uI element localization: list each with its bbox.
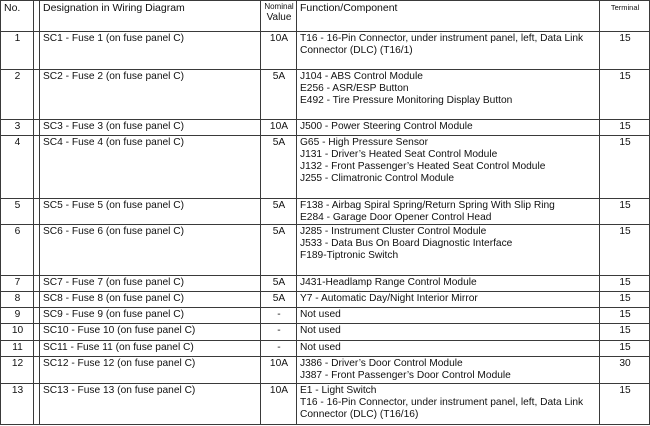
fuse-nominal-value: 5A xyxy=(261,70,297,120)
fuse-nominal-value: 5A xyxy=(261,225,297,276)
fuse-number: 11 xyxy=(1,341,34,357)
header-value-line1: Nominal xyxy=(264,2,294,11)
fuse-table-body xyxy=(1,32,650,425)
function-line: J104 - ABS Control Module xyxy=(300,71,423,82)
fuse-function xyxy=(297,225,600,276)
fuse-nominal-value: 5A xyxy=(261,292,297,308)
function-line: J386 - Driver’s Door Control Module xyxy=(300,358,463,369)
fuse-nominal-value: - xyxy=(261,341,297,357)
fuse-designation: SC1 - Fuse 1 (on fuse panel C) xyxy=(40,32,261,70)
fuse-number: 13 xyxy=(1,384,34,425)
header-nominal-value xyxy=(261,1,297,32)
fuse-designation: SC8 - Fuse 8 (on fuse panel C) xyxy=(40,292,261,308)
function-line: Connector (DLC) (T16/16) xyxy=(300,409,419,420)
header-row xyxy=(1,1,650,32)
fuse-function xyxy=(297,120,600,136)
fuse-number: 12 xyxy=(1,357,34,384)
fuse-nominal-value: 10A xyxy=(261,120,297,136)
fuse-terminal: 15 xyxy=(600,324,650,341)
fuse-function xyxy=(297,324,600,341)
fuse-function xyxy=(297,276,600,292)
table-row xyxy=(1,120,650,136)
header-value-line2: Value xyxy=(266,12,292,23)
function-line: Not used xyxy=(300,342,341,353)
fuse-designation: SC4 - Fuse 4 (on fuse panel C) xyxy=(40,136,261,199)
table-row xyxy=(1,324,650,341)
fuse-designation: SC5 - Fuse 5 (on fuse panel C) xyxy=(40,199,261,225)
fuse-terminal: 15 xyxy=(600,32,650,70)
fuse-designation: SC13 - Fuse 13 (on fuse panel C) xyxy=(40,384,261,425)
function-line: T16 - 16-Pin Connector, under instrument panel, left, Data Link xyxy=(300,397,584,408)
function-line: J131 - Driver’s Heated Seat Control Module xyxy=(300,149,498,160)
header-designation: Designation in Wiring Diagram xyxy=(40,1,261,32)
function-line: T16 - 16-Pin Connector, under instrument panel, left, Data Link xyxy=(300,33,584,44)
fuse-terminal: 15 xyxy=(600,70,650,120)
function-line: Not used xyxy=(300,309,341,320)
table-row xyxy=(1,292,650,308)
fuse-function xyxy=(297,199,600,225)
fuse-terminal: 15 xyxy=(600,120,650,136)
table-row xyxy=(1,32,650,70)
fuse-terminal: 15 xyxy=(600,225,650,276)
fuse-designation: SC7 - Fuse 7 (on fuse panel C) xyxy=(40,276,261,292)
fuse-number: 2 xyxy=(1,70,34,120)
fuse-designation: SC10 - Fuse 10 (on fuse panel C) xyxy=(40,324,261,341)
table-row xyxy=(1,384,650,425)
fuse-terminal: 15 xyxy=(600,292,650,308)
function-line: F138 - Airbag Spiral Spring/Return Spring With Slip Ring xyxy=(300,200,555,211)
function-line: J255 - Climatronic Control Module xyxy=(300,173,455,184)
function-line: E284 - Garage Door Opener Control Head xyxy=(300,212,492,223)
fuse-designation: SC3 - Fuse 3 (on fuse panel C) xyxy=(40,120,261,136)
fuse-function xyxy=(297,341,600,357)
fuse-function xyxy=(297,70,600,120)
fuse-terminal: 30 xyxy=(600,357,650,384)
function-line: E492 - Tire Pressure Monitoring Display Button xyxy=(300,95,513,106)
function-line: J387 - Front Passenger’s Door Control Module xyxy=(300,370,511,381)
fuse-terminal: 15 xyxy=(600,136,650,199)
fuse-function xyxy=(297,357,600,384)
fuse-number: 5 xyxy=(1,199,34,225)
fuse-function xyxy=(297,292,600,308)
fuse-number: 9 xyxy=(1,308,34,324)
header-no: No. xyxy=(1,1,34,32)
fuse-nominal-value: - xyxy=(261,324,297,341)
function-line: J533 - Data Bus On Board Diagnostic Interface xyxy=(300,238,513,249)
fuse-terminal: 15 xyxy=(600,341,650,357)
fuse-number: 6 xyxy=(1,225,34,276)
function-line: Connector (DLC) (T16/1) xyxy=(300,45,413,56)
fuse-terminal: 15 xyxy=(600,276,650,292)
header-function: Function/Component xyxy=(297,1,600,32)
fuse-nominal-value: 5A xyxy=(261,136,297,199)
fuse-function xyxy=(297,384,600,425)
fuse-nominal-value: 5A xyxy=(261,276,297,292)
table-row xyxy=(1,357,650,384)
fuse-number: 8 xyxy=(1,292,34,308)
header-terminal: Terminal xyxy=(600,1,650,32)
table-row xyxy=(1,225,650,276)
table-row xyxy=(1,308,650,324)
fuse-designation: SC9 - Fuse 9 (on fuse panel C) xyxy=(40,308,261,324)
fuse-number: 3 xyxy=(1,120,34,136)
fuse-terminal: 15 xyxy=(600,199,650,225)
function-line: E1 - Light Switch xyxy=(300,385,377,396)
fuse-function xyxy=(297,32,600,70)
fuse-function xyxy=(297,136,600,199)
fuse-number: 1 xyxy=(1,32,34,70)
function-line: G65 - High Pressure Sensor xyxy=(300,137,428,148)
function-line: Y7 - Automatic Day/Night Interior Mirror xyxy=(300,293,478,304)
table-row xyxy=(1,70,650,120)
function-line: J285 - Instrument Cluster Control Module xyxy=(300,226,487,237)
function-line: J132 - Front Passenger’s Heated Seat Control Module xyxy=(300,161,546,172)
fuse-designation: SC11 - Fuse 11 (on fuse panel C) xyxy=(40,341,261,357)
fuse-number: 10 xyxy=(1,324,34,341)
function-line: J500 - Power Steering Control Module xyxy=(300,121,473,132)
table-row xyxy=(1,199,650,225)
fuse-designation: SC12 - Fuse 12 (on fuse panel C) xyxy=(40,357,261,384)
fuse-designation: SC6 - Fuse 6 (on fuse panel C) xyxy=(40,225,261,276)
fuse-number: 4 xyxy=(1,136,34,199)
function-line: J431-Headlamp Range Control Module xyxy=(300,277,477,288)
fuse-nominal-value: 10A xyxy=(261,357,297,384)
table-row xyxy=(1,276,650,292)
fuse-nominal-value: 10A xyxy=(261,384,297,425)
fuse-nominal-value: 5A xyxy=(261,199,297,225)
fuse-terminal: 15 xyxy=(600,308,650,324)
fuse-nominal-value: 10A xyxy=(261,32,297,70)
fuse-number: 7 xyxy=(1,276,34,292)
table-row xyxy=(1,136,650,199)
fuse-function xyxy=(297,308,600,324)
fuse-terminal: 15 xyxy=(600,384,650,425)
function-line: F189-Tiptronic Switch xyxy=(300,250,399,261)
function-line: E256 - ASR/ESP Button xyxy=(300,83,409,94)
table-row xyxy=(1,341,650,357)
function-line: Not used xyxy=(300,325,341,336)
fuse-designation: SC2 - Fuse 2 (on fuse panel C) xyxy=(40,70,261,120)
fuse-nominal-value: - xyxy=(261,308,297,324)
